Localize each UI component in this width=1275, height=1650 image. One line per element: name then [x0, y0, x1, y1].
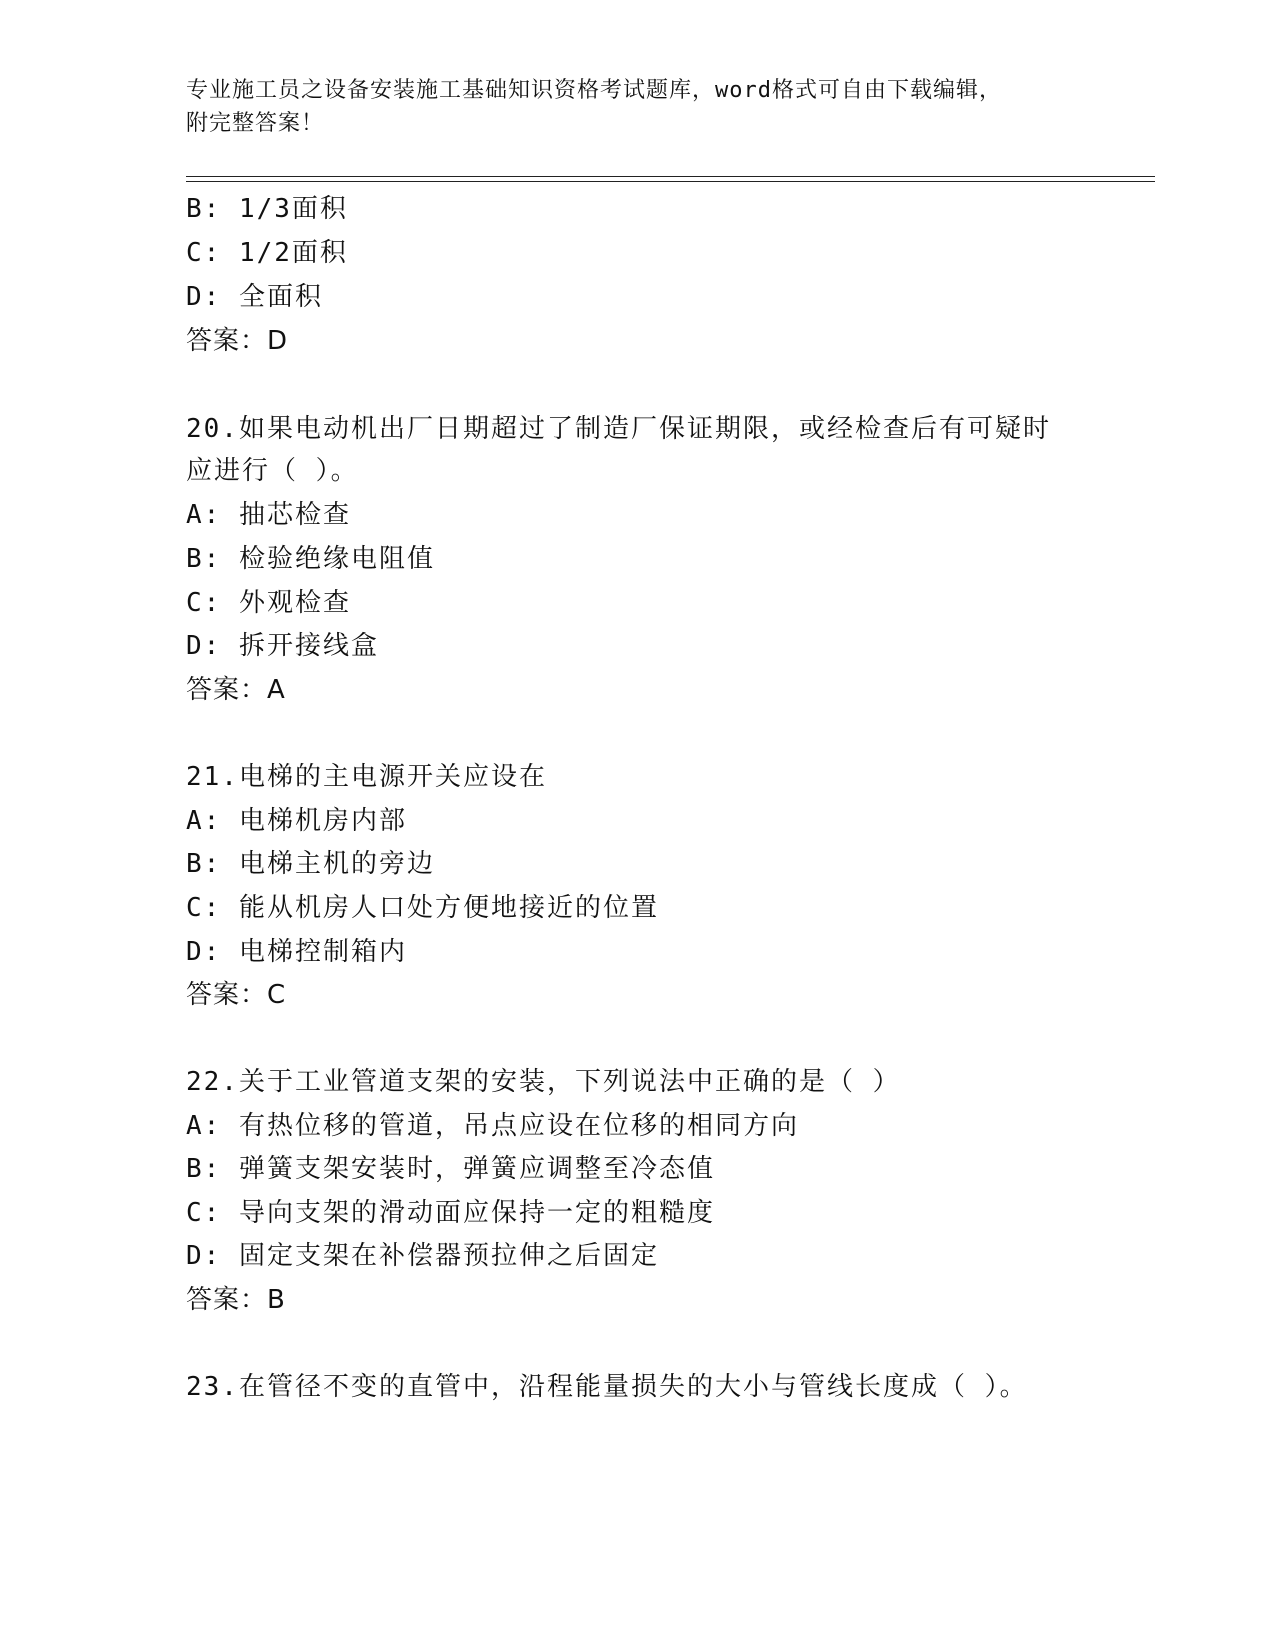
question-20-text: 20.如果电动机出厂日期超过了制造厂保证期限，或经检查后有可疑时 [186, 414, 1051, 444]
option-d: D: 全面积 [186, 282, 323, 312]
answer: 答案：A [186, 675, 286, 705]
option-d: D: 拆开接线盒 [186, 631, 379, 661]
question-21-text: 21.电梯的主电源开关应设在 [186, 762, 547, 792]
option-b: B: 1/3面积 [186, 194, 348, 224]
option-d: D: 电梯控制箱内 [186, 937, 407, 967]
option-c: C: 1/2面积 [186, 238, 348, 268]
option-c: C: 能从机房人口处方便地接近的位置 [186, 893, 659, 923]
option-a: A: 电梯机房内部 [186, 806, 407, 836]
option-b: B: 检验绝缘电阻值 [186, 544, 435, 574]
option-c: C: 外观检查 [186, 588, 351, 618]
option-b: B: 弹簧支架安装时，弹簧应调整至冷态值 [186, 1154, 715, 1184]
header-line-2: 附完整答案！ [186, 111, 325, 136]
answer: 答案：B [186, 1285, 286, 1315]
question-20-text-cont: 应进行（ ）。 [186, 456, 359, 486]
option-b: B: 电梯主机的旁边 [186, 849, 435, 879]
option-a: A: 有热位移的管道，吊点应设在位移的相同方向 [186, 1111, 799, 1141]
header-divider-bottom [186, 181, 1155, 182]
option-c: C: 导向支架的滑动面应保持一定的粗糙度 [186, 1198, 715, 1228]
option-d: D: 固定支架在补偿器预拉伸之后固定 [186, 1241, 659, 1271]
header-divider-top [186, 176, 1155, 177]
question-23-text: 23.在管径不变的直管中，沿程能量损失的大小与管线长度成（ ）。 [186, 1372, 1028, 1402]
question-22-text: 22.关于工业管道支架的安装，下列说法中正确的是（ ） [186, 1067, 901, 1097]
option-a: A: 抽芯检查 [186, 500, 351, 530]
answer: 答案：C [186, 980, 287, 1010]
document-header [186, 74, 1086, 140]
header-line-1: 专业施工员之设备安装施工基础知识资格考试题库，word格式可自由下载编辑， [186, 78, 1002, 103]
answer: 答案：D [186, 326, 289, 356]
